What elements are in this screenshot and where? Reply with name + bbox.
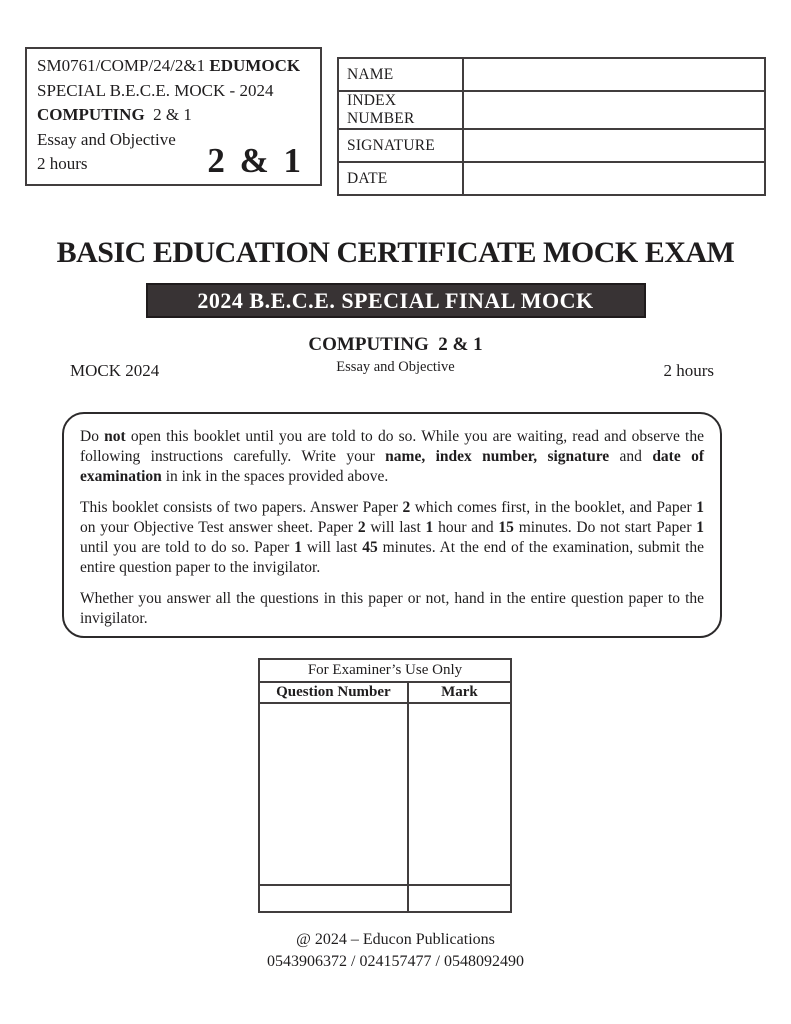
page-title: BASIC EDUCATION CERTIFICATE MOCK EXAM — [56, 236, 735, 269]
field-label-date: DATE — [338, 162, 463, 195]
paper-type-label: Essay and Objective — [336, 359, 455, 375]
mock-banner: 2024 B.E.C.E. SPECIAL FINAL MOCK — [146, 283, 646, 318]
subject-paper-line — [37, 103, 310, 128]
question-number-cell — [259, 703, 408, 885]
examiner-table-title-row — [259, 659, 511, 682]
exam-code-box — [25, 47, 322, 186]
field-label-name: NAME — [338, 58, 463, 91]
subject-name: COMPUTING — [37, 105, 145, 124]
examiner-table-body-row — [259, 703, 511, 885]
column-header-mark: Mark — [408, 682, 511, 703]
subject-heading: COMPUTING 2 & 1 — [308, 334, 483, 355]
table-row — [338, 162, 765, 195]
publisher-line: @ 2024 – Educon Publications — [296, 931, 495, 948]
mock-year-label: MOCK 2024 — [70, 361, 160, 380]
column-header-question-number: Question Number — [259, 682, 408, 703]
field-label-signature: SIGNATURE — [338, 129, 463, 162]
examiner-use-table — [258, 658, 512, 913]
exam-code: SM0761/COMP/24/2&1 — [37, 56, 206, 75]
instruction-paragraph: Whether you answer all the questions in this paper or not, hand in the entire question paper to the invigilator. — [80, 590, 704, 627]
instructions-box — [62, 412, 722, 638]
phone-numbers-line: 0543906372 / 024157477 / 0548092490 — [267, 953, 524, 970]
fill-in-cell-date — [463, 162, 765, 195]
examiner-table-total-row — [259, 885, 511, 912]
total-label-cell — [259, 885, 408, 912]
examiner-table-header-row — [259, 682, 511, 703]
table-row — [338, 91, 765, 129]
examiner-table-title: For Examiner’s Use Only — [259, 659, 511, 682]
mark-cell — [408, 703, 511, 885]
total-mark-cell — [408, 885, 511, 912]
candidate-info-table — [337, 57, 766, 196]
instruction-paragraph: This booklet consists of two papers. Answer Paper 2 which comes first, in the booklet, and Paper 1 on your Objective Test answer sheet. Paper 2 will last 1 hour and 15 minutes. Do not start Paper 1 until you are told to do so. Paper 1 will last 45 minutes. At the end of the examination, submit the entire question paper to the invigilator. — [80, 499, 705, 576]
fill-in-cell-name — [463, 58, 765, 91]
field-label-index-number: INDEX NUMBER — [338, 91, 463, 129]
paper-type-line: Essay and Objective — [37, 129, 176, 149]
fill-in-cell-signature — [463, 129, 765, 162]
duration-label: 2 hours — [663, 361, 714, 380]
duration-line: 2 hours — [37, 154, 88, 173]
table-row — [338, 58, 765, 91]
instruction-paragraph: Do not open this booklet until you are told to do so. While you are waiting, read and observe the following instructions carefully. Write your name, index number, signature and date of examination in ink in the spaces provided above. — [80, 428, 705, 485]
publisher-footer — [0, 929, 791, 973]
fill-in-cell-index-number — [463, 91, 765, 129]
table-row — [338, 129, 765, 162]
paper-number-large: 2 & 1 — [207, 141, 304, 180]
paper-number: 2 & 1 — [144, 105, 192, 124]
exam-code-line — [37, 54, 310, 79]
brand-name: EDUMOCK — [209, 56, 301, 75]
exam-series-line: SPECIAL B.E.C.E. MOCK - 2024 — [37, 80, 274, 100]
